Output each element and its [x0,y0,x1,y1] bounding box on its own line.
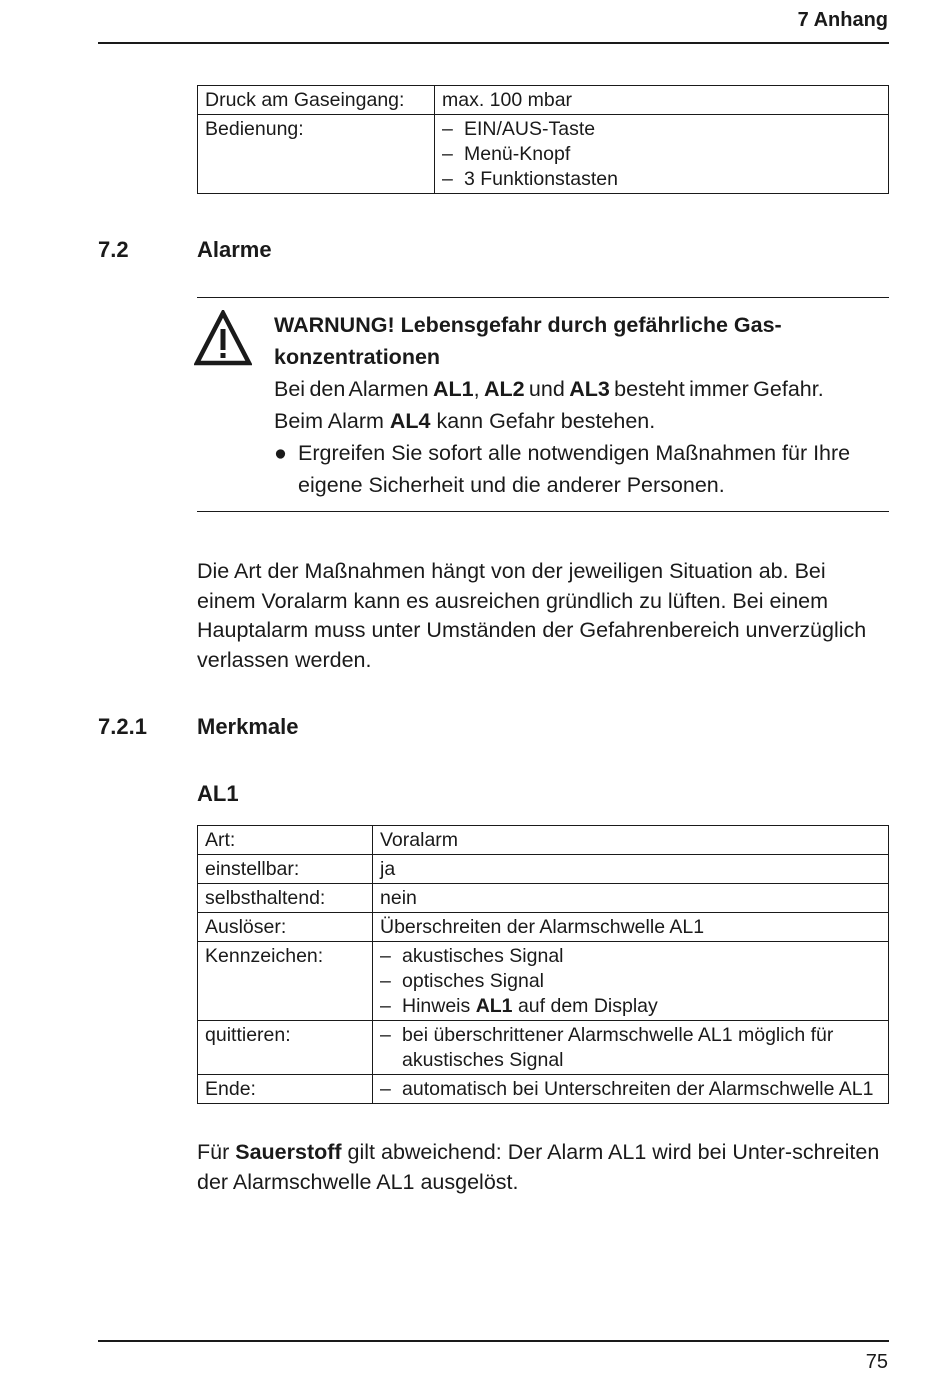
table-value [373,942,889,1021]
table-row [198,942,889,1021]
table-row [198,826,889,855]
text-run: besteht immer Gefahr. [609,377,824,401]
table-value [373,1075,889,1104]
table-value [373,1021,889,1075]
section-title: Merkmale [197,714,299,739]
text-run: , [473,377,484,401]
text-run: auf dem Display [512,995,658,1017]
list-item [380,994,881,1019]
text-run: und [524,377,570,401]
table-label: Bedienung: [198,115,435,194]
text-run: AL2 [483,377,525,401]
section-number: 7.2 [98,237,129,262]
table-label: Art: [198,826,373,855]
al1-table [197,825,889,1104]
table-row [198,913,889,942]
header-rule [98,42,889,44]
section-number: 7.2.1 [98,714,147,739]
table-label: Druck am Gaseingang: [198,86,435,115]
warning-triangle-icon [194,310,252,366]
table-row [198,1075,889,1104]
text-run: AL1 [432,377,474,401]
text-run: Beim Alarm [274,409,390,433]
list-item: – bei überschrittener Alarmschwelle AL1 möglich für akustisches Signal [380,1023,881,1073]
text-run: kann Gefahr bestehen. [430,409,656,433]
text-run: Sauerstoff [235,1140,342,1164]
bullet-icon: ● [274,441,287,465]
table-row [198,855,889,884]
table-value: Überschreiten der Alarmschwelle AL1 [373,913,889,942]
list-item: – EIN/AUS-Taste [442,117,881,142]
table-row [198,884,889,913]
footer-rule [98,1340,889,1342]
warning-bottom-rule [197,511,889,512]
table-row [198,1021,889,1075]
running-head: 7 Anhang [797,9,888,31]
text-run: AL1 [475,995,513,1017]
table-value: Voralarm [373,826,889,855]
list-item: – Menü-Knopf [442,142,881,167]
table-row [198,115,889,194]
text-run: Für [197,1140,236,1164]
warning-top-rule [197,297,889,298]
table-value: max. 100 mbar [435,86,889,115]
table-label: einstellbar: [198,855,373,884]
table-value: ja [373,855,889,884]
text-run: Hinweis [402,995,476,1017]
warning-line [274,373,889,405]
warning-block [274,309,889,501]
body-paragraph: Die Art der Maßnahmen hängt von der jeweiligen Situation ab. Bei einem Voralarm kann es ausreichen gründlich zu lüften. Bei einem Hauptalarm muss unter Umständen der Gefahrenbereich unverzüglich verlassen werden. [197,559,867,672]
table-label: Ende: [198,1075,373,1104]
list-item: – 3 Funktionstasten [442,167,881,192]
list-item: – automatisch bei Unterschreiten der Alarmschwelle AL1 [380,1077,881,1102]
list-item: – optisches Signal [380,969,881,994]
warning-bullet [274,437,889,501]
list-item: – akustisches Signal [380,944,881,969]
note-paragraph [197,1138,889,1197]
page-number: 75 [865,1351,888,1373]
subsection-heading: AL1 [197,781,239,806]
table-label: quittieren: [198,1021,373,1075]
section-title: Alarme [197,237,272,262]
text-run: gilt abweichend: Der Alarm AL1 wird bei Unter-schreiten der Alarmschwelle AL1 ausgelöst. [197,1140,880,1194]
table-label: Auslöser: [198,913,373,942]
spec-table-top [197,85,889,194]
warning-title: WARNUNG! Lebensgefahr durch gefährliche Gas-konzentrationen [274,313,782,369]
table-row [198,86,889,115]
warning-line [274,405,889,437]
text-run: AL4 [389,409,431,433]
table-label: selbsthaltend: [198,884,373,913]
table-value [435,115,889,194]
text-run: AL3 [569,377,610,401]
table-value: nein [373,884,889,913]
text-run: Bei den Alarmen [274,377,433,401]
bullet-text: Ergreifen Sie sofort alle notwendigen Maßnahmen für Ihre eigene Sicherheit und die anderer Personen. [298,441,851,497]
table-label: Kennzeichen: [198,942,373,1021]
